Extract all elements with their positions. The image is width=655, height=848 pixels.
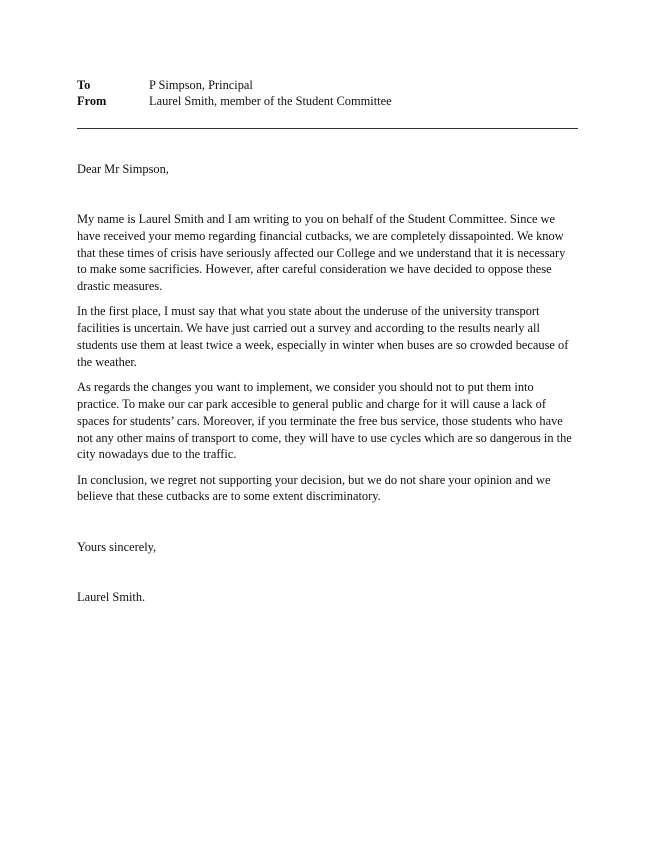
from-row — [77, 93, 577, 109]
signature: Laurel Smith. — [77, 590, 146, 604]
paragraph-intro: My name is Laurel Smith and I am writing to you on behalf of the Student Committee. Since we have received your memo regarding financial cutbacks, we are completely dissapointed. We know that these times of crisis have seriously affected our College and we understand that it is necessary to make some sacrificies. However, after careful consideration we have decided to oppose these drastic measures. — [77, 212, 566, 294]
to-row — [77, 77, 577, 93]
from-value: Laurel Smith, member of the Student Committee — [149, 93, 392, 108]
to-label: To — [77, 78, 91, 92]
closing: Yours sincerely, — [77, 540, 157, 554]
letter-body — [77, 211, 577, 514]
salutation: Dear Mr Simpson, — [77, 162, 169, 176]
header-divider — [77, 128, 578, 129]
to-value: P Simpson, Principal — [149, 78, 253, 92]
paragraph-second-point: As regards the changes you want to implement, we consider you should not to put them into practice. To make our car park accesible to general public and charge for it will cause a lack of spaces for students’ cars. Moreover, if you terminate the free bus service, those students who have not any other mains of transport to come, they will have to use cycles which are so dangerous in the city nowadays due to the traffic. — [77, 380, 572, 462]
paragraph-conclusion: In conclusion, we regret not supporting your decision, but we do not share your opinion and we believe that these cutbacks are to some extent discriminatory. — [77, 472, 551, 504]
from-label: From — [77, 93, 107, 108]
paragraph-first-point: In the first place, I must say that what you state about the underuse of the university transport facilities is uncertain. We have just carried out a survey and according to the results nearly all students use them at least twice a week, especially in winter when buses are so crowded because of the weather. — [77, 304, 569, 369]
memo-header — [77, 77, 577, 108]
